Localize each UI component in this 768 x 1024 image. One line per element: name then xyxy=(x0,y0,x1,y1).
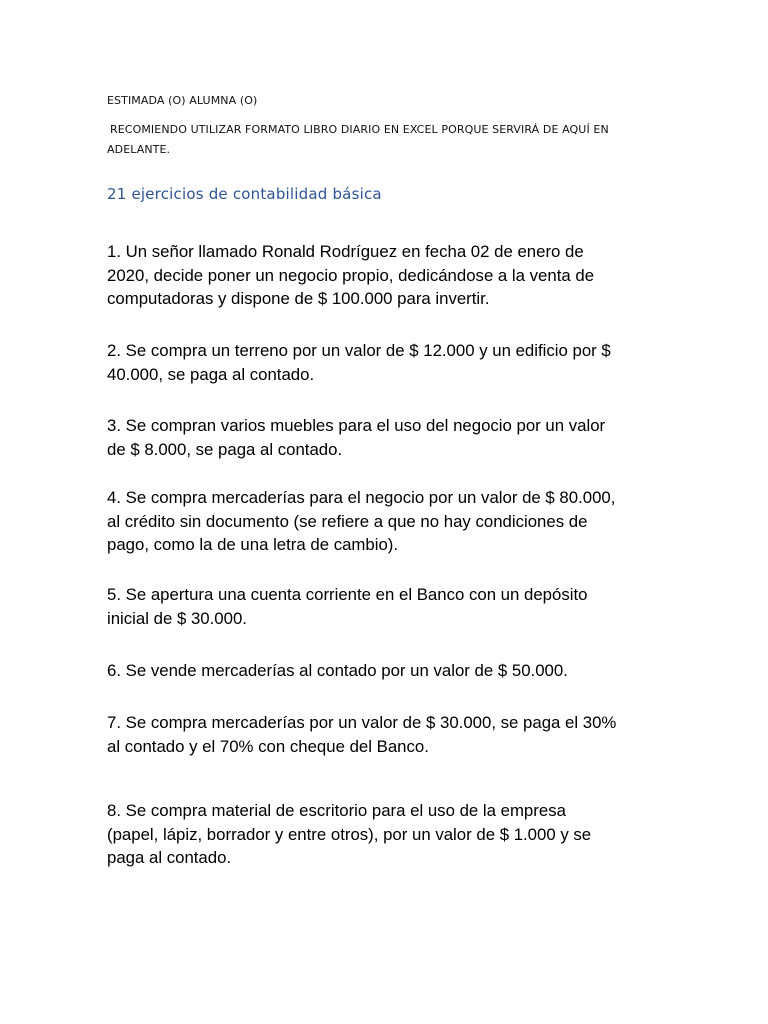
exercise-line: de $ 8.000, se paga al contado. xyxy=(107,439,343,459)
recommendation-line: ADELANTE. xyxy=(107,143,171,156)
exercise-line: computadoras y dispone de $ 100.000 para invertir. xyxy=(107,289,490,308)
exercise-line: 5. Se apertura una cuenta corriente en el Banco con un depósito xyxy=(107,585,588,604)
exercise-6 xyxy=(107,659,663,683)
exercise-line: paga al contado. xyxy=(107,848,232,867)
exercise-line: 8. Se compra material de escritorio para el uso de la empresa xyxy=(107,801,566,820)
exercise-line: inicial de $ 30.000. xyxy=(107,608,247,628)
exercise-1 xyxy=(107,240,663,311)
exercise-4 xyxy=(107,486,663,557)
exercise-line: 7. Se compra mercaderías por un valor de $ 30.000, se paga el 30% xyxy=(107,713,617,732)
exercise-line: 6. Se vende mercaderías al contado por un valor de $ 50.000. xyxy=(107,661,568,680)
exercise-line: al crédito sin documento (se refiere a que no hay condiciones de xyxy=(107,511,588,531)
exercise-line: 3. Se compran varios muebles para el uso del negocio por un valor xyxy=(107,416,606,435)
exercise-line: 40.000, se paga al contado. xyxy=(107,364,315,384)
exercise-2 xyxy=(107,339,663,386)
exercise-7 xyxy=(107,711,663,758)
exercise-line: al contado y el 70% con cheque del Banco. xyxy=(107,736,429,756)
document-title: 21 ejercicios de contabilidad básica xyxy=(107,185,382,203)
exercise-3 xyxy=(107,414,663,461)
greeting-text: ESTIMADA (O) ALUMNA (O) xyxy=(107,94,258,107)
recommendation-line: RECOMIENDO UTILIZAR FORMATO LIBRO DIARIO EN EXCEL PORQUE SERVIRÁ DE AQUÍ EN xyxy=(110,123,609,136)
exercise-line: pago, como la de una letra de cambio). xyxy=(107,535,399,554)
exercise-line: 2020, decide poner un negocio propio, dedicándose a la venta de xyxy=(107,265,595,285)
exercise-line: (papel, lápiz, borrador y entre otros), por un valor de $ 1.000 y se xyxy=(107,824,592,844)
exercise-line: 1. Un señor llamado Ronald Rodríguez en fecha 02 de enero de xyxy=(107,242,584,261)
exercise-line: 4. Se compra mercaderías para el negocio por un valor de $ 80.000, xyxy=(107,488,616,507)
exercise-line: 2. Se compra un terreno por un valor de $ 12.000 y un edificio por $ xyxy=(107,341,611,360)
exercise-8 xyxy=(107,799,663,870)
recommendation-text xyxy=(107,120,627,160)
exercise-5 xyxy=(107,583,663,630)
